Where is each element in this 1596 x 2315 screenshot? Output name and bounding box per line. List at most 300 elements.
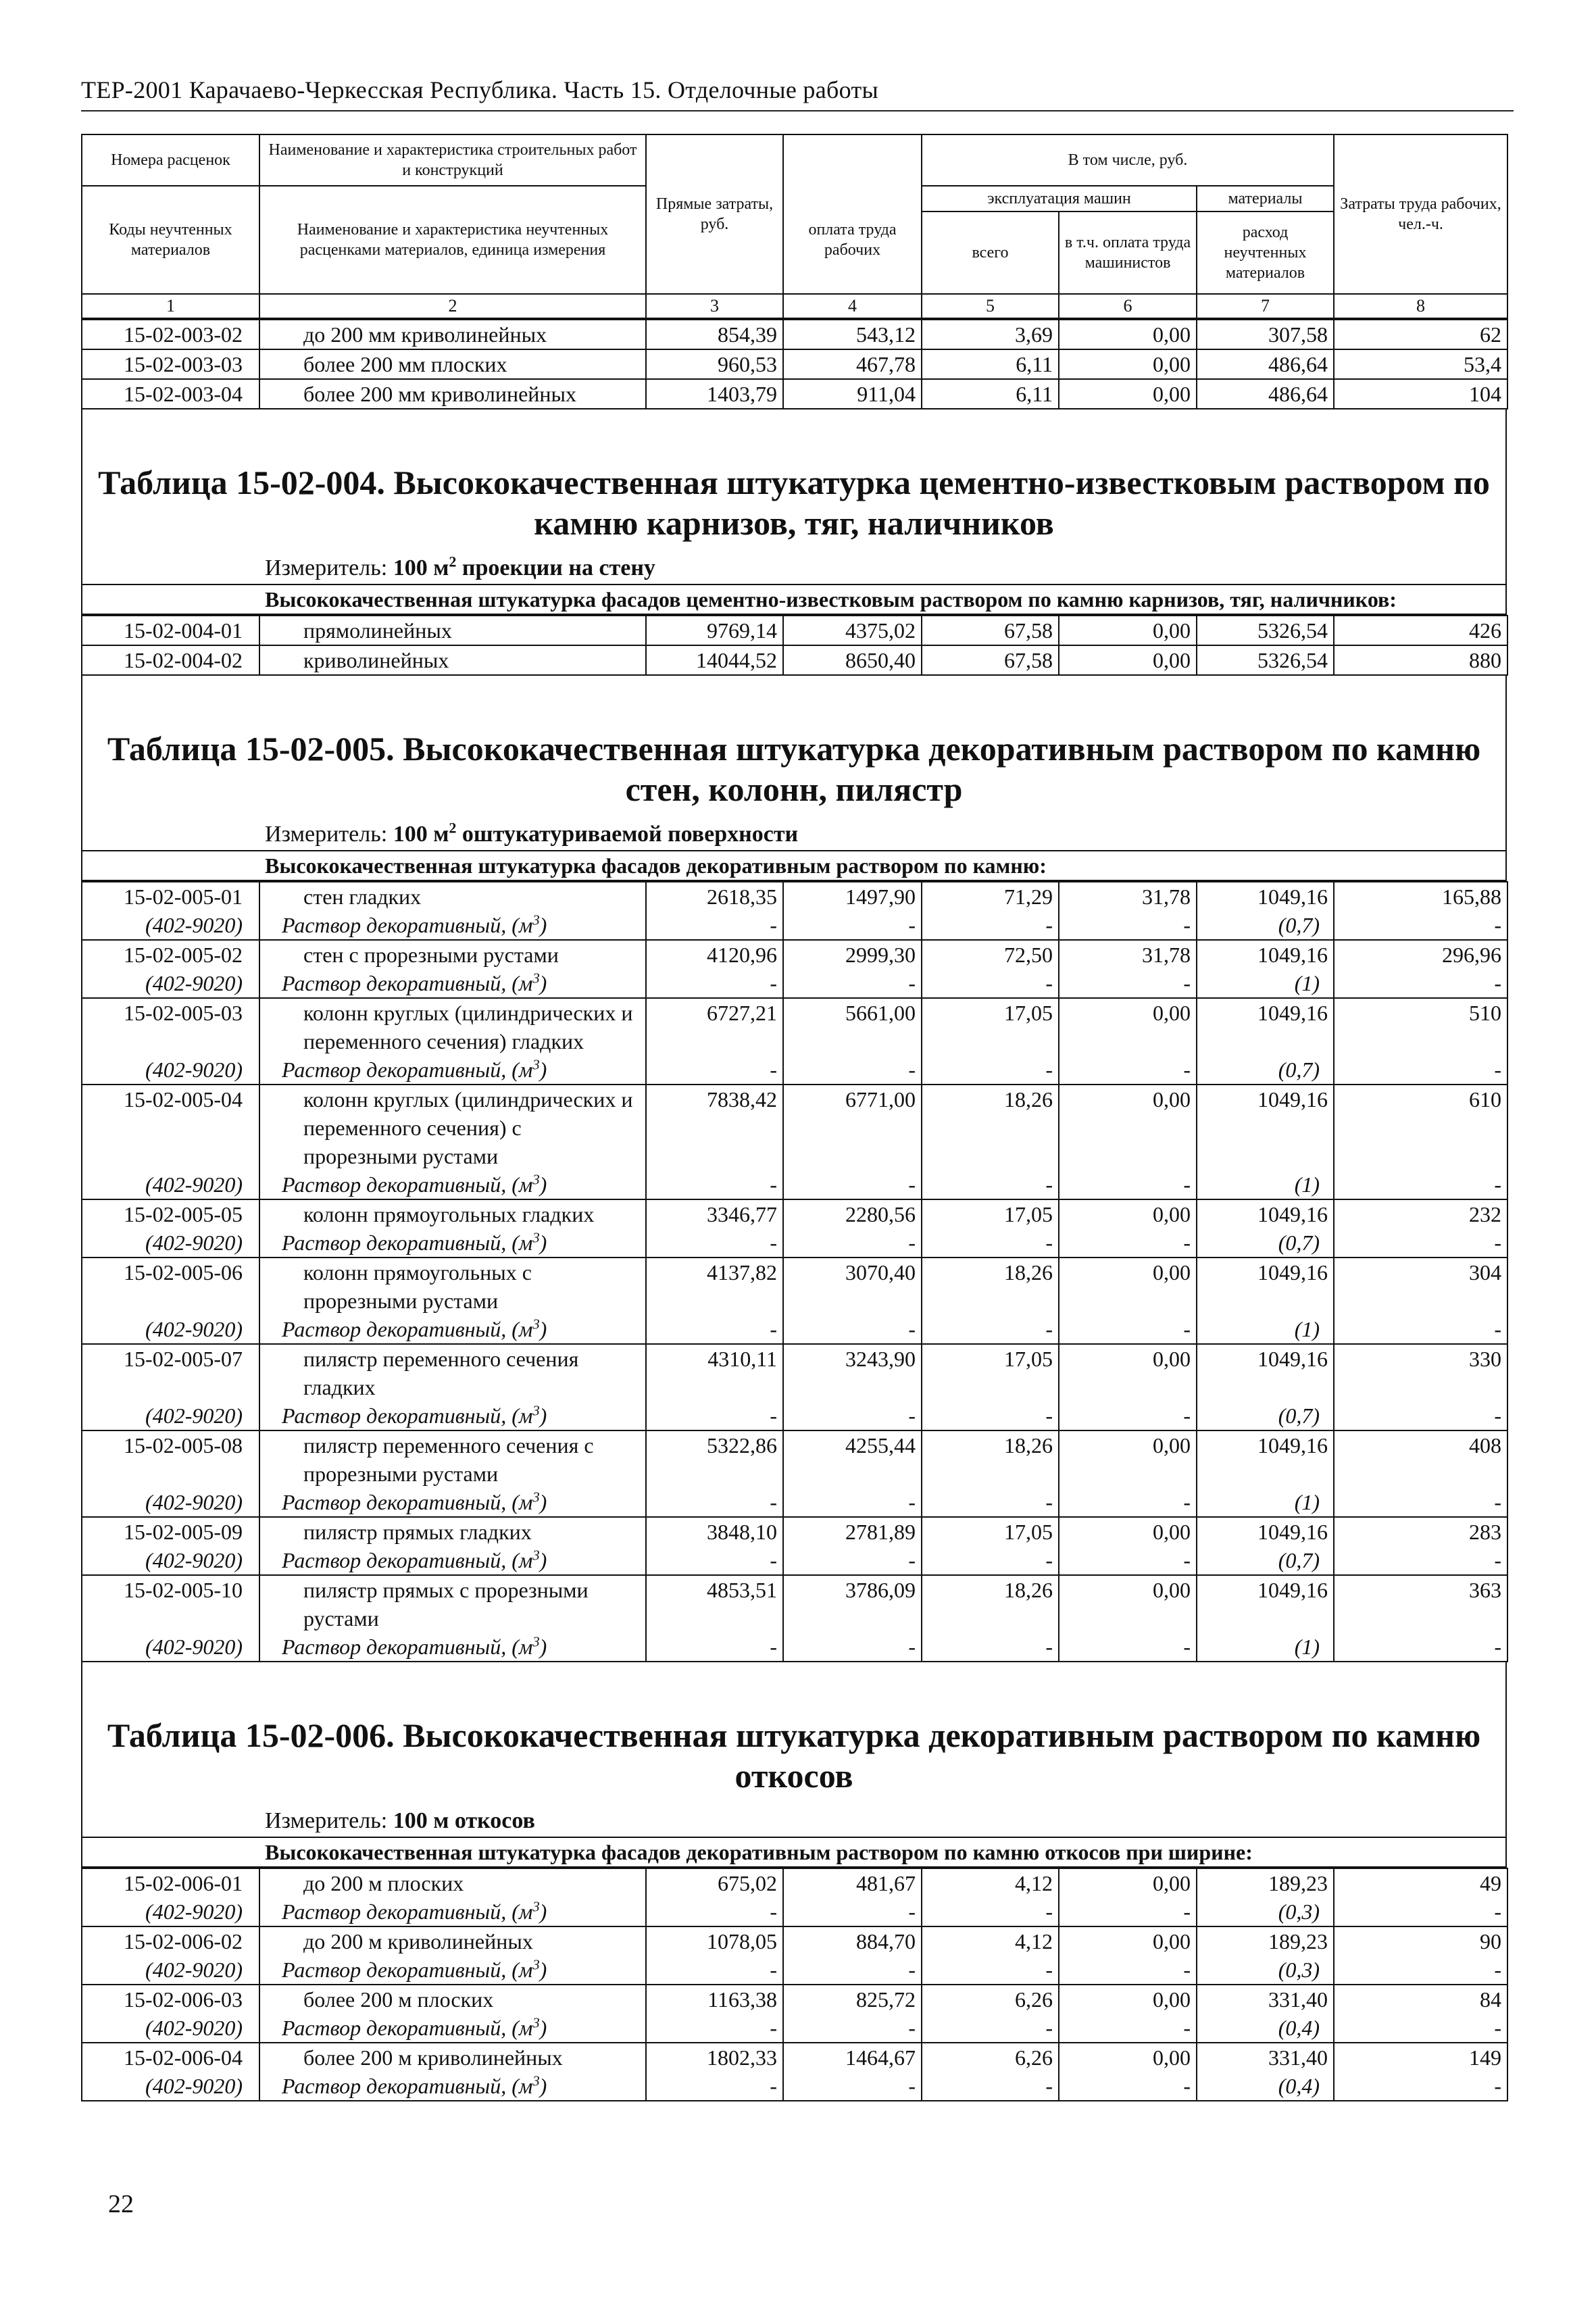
row-code: 15-02-003-04 (82, 379, 259, 409)
materials-cost: 1049,16 (1197, 940, 1334, 969)
machine-total: 67,58 (922, 616, 1059, 645)
row-code: (402-9020) (82, 1488, 259, 1517)
material-row (82, 1315, 1507, 1344)
direct-cost: - (646, 1633, 783, 1662)
labor-hours: 880 (1334, 645, 1507, 675)
table-row (82, 320, 1507, 349)
direct-cost: 4137,82 (646, 1258, 783, 1315)
materials-cost: 307,58 (1197, 320, 1334, 349)
labor-wage: 4255,44 (783, 1430, 922, 1488)
row-description: Раствор декоративный, $(м^3)$ (259, 2014, 646, 2043)
labor-hours: - (1334, 911, 1507, 940)
table-row (82, 1085, 1507, 1170)
machinist-wage: 0,00 (1059, 1085, 1197, 1170)
labor-wage: 543,12 (783, 320, 922, 349)
direct-cost: 4853,51 (646, 1575, 783, 1633)
machinist-wage: - (1059, 1956, 1197, 1985)
header-col2-bottom: Наименование и характеристика неучтенных расценками материалов, единица измерения (259, 186, 646, 294)
page-content (81, 134, 1507, 2101)
materials-cost: 486,64 (1197, 379, 1334, 409)
materials-cost: (0,7) (1197, 1228, 1334, 1258)
materials-cost: 1049,16 (1197, 882, 1334, 911)
material-row (82, 1401, 1507, 1430)
table-15-02-006-rows (81, 1868, 1508, 2101)
direct-cost: - (646, 1401, 783, 1430)
materials-cost: 1049,16 (1197, 1344, 1334, 1401)
machinist-wage: 0,00 (1059, 645, 1197, 675)
row-description: колонн круглых (цилиндрических и переменного сечения) гладких (259, 998, 646, 1055)
materials-cost: 486,64 (1197, 349, 1334, 379)
labor-wage: 1464,67 (783, 2043, 922, 2072)
column-header-table (81, 134, 1508, 319)
labor-hours: - (1334, 969, 1507, 998)
machine-total: 67,58 (922, 645, 1059, 675)
machine-total: 72,50 (922, 940, 1059, 969)
machinist-wage: 0,00 (1059, 320, 1197, 349)
machinist-wage: 0,00 (1059, 349, 1197, 379)
materials-cost: 1049,16 (1197, 1430, 1334, 1488)
labor-wage: - (783, 1055, 922, 1085)
row-description: Раствор декоративный, $(м^3)$ (259, 1546, 646, 1575)
direct-cost: 14044,52 (646, 645, 783, 675)
row-code: 15-02-003-02 (82, 320, 259, 349)
table-15-02-005 (81, 723, 1507, 881)
labor-wage: - (783, 1897, 922, 1926)
direct-cost: 854,39 (646, 320, 783, 349)
labor-hours: 304 (1334, 1258, 1507, 1315)
machine-total: 17,05 (922, 998, 1059, 1055)
table-row (82, 940, 1507, 969)
row-code: 15-02-005-09 (82, 1517, 259, 1546)
machine-total: - (922, 2014, 1059, 2043)
labor-hours: 165,88 (1334, 882, 1507, 911)
labor-wage: 6771,00 (783, 1085, 922, 1170)
direct-cost: 675,02 (646, 1868, 783, 1897)
machine-total: 17,05 (922, 1344, 1059, 1401)
row-code: (402-9020) (82, 1633, 259, 1662)
table-row (82, 1517, 1507, 1546)
labor-hours: 426 (1334, 616, 1507, 645)
machine-total: - (922, 1228, 1059, 1258)
group-heading: Высококачественная штукатурка фасадов декоративным раствором по камню откосов при ширине: (82, 1838, 1505, 1868)
labor-wage: - (783, 911, 922, 940)
row-description: стен с прорезными рустами (259, 940, 646, 969)
material-row (82, 969, 1507, 998)
direct-cost: - (646, 2072, 783, 2101)
machine-total: - (922, 1956, 1059, 1985)
direct-cost: 960,53 (646, 349, 783, 379)
materials-cost: (0,7) (1197, 1055, 1334, 1085)
direct-cost: - (646, 1897, 783, 1926)
header-col7: расход неучтенных материалов (1197, 211, 1334, 294)
direct-cost: - (646, 1488, 783, 1517)
labor-hours: 149 (1334, 2043, 1507, 2072)
machinist-wage: 0,00 (1059, 1430, 1197, 1488)
labor-wage: 3243,90 (783, 1344, 922, 1401)
row-code: (402-9020) (82, 1956, 259, 1985)
direct-cost: 7838,42 (646, 1085, 783, 1170)
row-description: более 200 мм плоских (259, 349, 646, 379)
machinist-wage: 0,00 (1059, 379, 1197, 409)
materials-cost: (1) (1197, 1315, 1334, 1344)
materials-cost: (0,3) (1197, 1956, 1334, 1985)
material-row (82, 911, 1507, 940)
labor-hours: - (1334, 1488, 1507, 1517)
material-row (82, 1055, 1507, 1085)
direct-cost: 3848,10 (646, 1517, 783, 1546)
machinist-wage: 31,78 (1059, 940, 1197, 969)
row-code: 15-02-005-03 (82, 998, 259, 1055)
row-code: (402-9020) (82, 911, 259, 940)
labor-hours: 49 (1334, 1868, 1507, 1897)
machinist-wage: 0,00 (1059, 2043, 1197, 2072)
row-description: Раствор декоративный, $(м^3)$ (259, 1170, 646, 1199)
table-15-02-004 (81, 457, 1507, 615)
labor-hours: - (1334, 1633, 1507, 1662)
row-description: пилястр переменного сечения с прорезными рустами (259, 1430, 646, 1488)
machinist-wage: - (1059, 1055, 1197, 1085)
materials-cost: (1) (1197, 969, 1334, 998)
row-description: криволинейных (259, 645, 646, 675)
row-code: 15-02-003-03 (82, 349, 259, 379)
table-row (82, 1430, 1507, 1488)
row-code: 15-02-005-02 (82, 940, 259, 969)
page-number: 22 (108, 2190, 134, 2218)
direct-cost: - (646, 969, 783, 998)
material-row (82, 1956, 1507, 1985)
machinist-wage: - (1059, 1401, 1197, 1430)
labor-hours: 363 (1334, 1575, 1507, 1633)
direct-cost: 6727,21 (646, 998, 783, 1055)
row-description: Раствор декоративный, $(м^3)$ (259, 1897, 646, 1926)
header-col8: Затраты труда рабочих, чел.-ч. (1334, 134, 1507, 294)
header-col6: в т.ч. оплата труда машинистов (1059, 211, 1197, 294)
labor-hours: 104 (1334, 379, 1507, 409)
row-code: (402-9020) (82, 1546, 259, 1575)
machine-total: 6,26 (922, 1985, 1059, 2014)
labor-hours: 90 (1334, 1926, 1507, 1956)
direct-cost: 2618,35 (646, 882, 783, 911)
machine-total: - (922, 2072, 1059, 2101)
labor-hours: 53,4 (1334, 349, 1507, 379)
direct-cost: 9769,14 (646, 616, 783, 645)
table-15-02-005-rows (81, 881, 1508, 1662)
labor-wage: - (783, 1488, 922, 1517)
materials-cost: 1049,16 (1197, 1085, 1334, 1170)
machine-total: 71,29 (922, 882, 1059, 911)
direct-cost: 1403,79 (646, 379, 783, 409)
row-description: Раствор декоративный, $(м^3)$ (259, 1228, 646, 1258)
labor-wage: 2999,30 (783, 940, 922, 969)
row-description: более 200 м криволинейных (259, 2043, 646, 2072)
row-code: 15-02-006-03 (82, 1985, 259, 2014)
machinist-wage: - (1059, 1488, 1197, 1517)
labor-wage: - (783, 1315, 922, 1344)
measure-unit: 100 $м^2$ оштукатуриваемой поверхности (393, 819, 799, 847)
machinist-wage: 0,00 (1059, 1926, 1197, 1956)
labor-hours: 232 (1334, 1199, 1507, 1228)
row-description: более 200 м плоских (259, 1985, 646, 2014)
header-col2-top: Наименование и характеристика строительных работ и конструкций (259, 134, 646, 186)
row-description: пилястр переменного сечения гладких (259, 1344, 646, 1401)
machine-total: - (922, 1401, 1059, 1430)
material-row (82, 1228, 1507, 1258)
header-machines: эксплуатация машин (922, 186, 1197, 211)
header-col4: оплата труда рабочих (783, 186, 922, 294)
machine-total: - (922, 969, 1059, 998)
labor-wage: 4375,02 (783, 616, 922, 645)
row-code: (402-9020) (82, 1401, 259, 1430)
header-col1-top: Номера расценок (82, 134, 259, 186)
materials-cost: 1049,16 (1197, 1258, 1334, 1315)
material-row (82, 1546, 1507, 1575)
header-num: 1 (82, 294, 259, 318)
materials-cost: 189,23 (1197, 1926, 1334, 1956)
materials-cost: 331,40 (1197, 1985, 1334, 2014)
labor-wage: 8650,40 (783, 645, 922, 675)
direct-cost: - (646, 1956, 783, 1985)
table-row (82, 2043, 1507, 2072)
row-code: (402-9020) (82, 2072, 259, 2101)
machinist-wage: 0,00 (1059, 998, 1197, 1055)
machine-total: 3,69 (922, 320, 1059, 349)
labor-wage: 3786,09 (783, 1575, 922, 1633)
row-description: прямолинейных (259, 616, 646, 645)
machinist-wage: - (1059, 2072, 1197, 2101)
materials-cost: 5326,54 (1197, 616, 1334, 645)
row-description: пилястр прямых гладких (259, 1517, 646, 1546)
running-head: ТЕР-2001 Карачаево-Черкесская Республика. Часть 15. Отделочные работы (81, 76, 878, 103)
row-description: Раствор декоративный, $(м^3)$ (259, 1488, 646, 1517)
group-heading: Высококачественная штукатурка фасадов цементно-известковым раствором по камню карнизов, тяг, наличников: (82, 585, 1505, 615)
machinist-wage: 0,00 (1059, 1868, 1197, 1897)
machinist-wage: - (1059, 2014, 1197, 2043)
machine-total: 18,26 (922, 1085, 1059, 1170)
labor-hours: - (1334, 2072, 1507, 2101)
direct-cost: - (646, 911, 783, 940)
row-code: 15-02-006-04 (82, 2043, 259, 2072)
row-description: колонн прямоугольных с прорезными рустами (259, 1258, 646, 1315)
labor-hours: - (1334, 1401, 1507, 1430)
table-row (82, 616, 1507, 645)
materials-cost: 1049,16 (1197, 1517, 1334, 1546)
materials-cost: 331,40 (1197, 2043, 1334, 2072)
row-code: (402-9020) (82, 1170, 259, 1199)
materials-cost: 189,23 (1197, 1868, 1334, 1897)
labor-wage: - (783, 1956, 922, 1985)
machinist-wage: - (1059, 1897, 1197, 1926)
row-code: 15-02-005-07 (82, 1344, 259, 1401)
labor-wage: - (783, 1228, 922, 1258)
material-row (82, 1488, 1507, 1517)
labor-hours: 84 (1334, 1985, 1507, 2014)
materials-cost: (0,7) (1197, 1546, 1334, 1575)
table-row (82, 1985, 1507, 2014)
materials-cost: (1) (1197, 1633, 1334, 1662)
labor-hours: - (1334, 1897, 1507, 1926)
machinist-wage: - (1059, 1633, 1197, 1662)
labor-wage: 884,70 (783, 1926, 922, 1956)
direct-cost: 1163,38 (646, 1985, 783, 2014)
row-code: 15-02-006-01 (82, 1868, 259, 1897)
machinist-wage: 0,00 (1059, 616, 1197, 645)
materials-cost: 1049,16 (1197, 998, 1334, 1055)
labor-wage: - (783, 969, 922, 998)
machinist-wage: 0,00 (1059, 1199, 1197, 1228)
direct-cost: - (646, 1170, 783, 1199)
machinist-wage: 0,00 (1059, 1517, 1197, 1546)
machine-total: 17,05 (922, 1199, 1059, 1228)
row-description: Раствор декоративный, $(м^3)$ (259, 1633, 646, 1662)
row-description: Раствор декоративный, $(м^3)$ (259, 1055, 646, 1085)
header-incl: В том числе, руб. (922, 134, 1334, 186)
labor-wage: 5661,00 (783, 998, 922, 1055)
materials-cost: 5326,54 (1197, 645, 1334, 675)
row-description: стен гладких (259, 882, 646, 911)
row-code: (402-9020) (82, 1897, 259, 1926)
labor-hours: - (1334, 1055, 1507, 1085)
labor-hours: 610 (1334, 1085, 1507, 1170)
row-description: Раствор декоративный, $(м^3)$ (259, 2072, 646, 2101)
table-row (82, 645, 1507, 675)
labor-wage: 481,67 (783, 1868, 922, 1897)
direct-cost: 4120,96 (646, 940, 783, 969)
machinist-wage: 0,00 (1059, 1344, 1197, 1401)
table-title: Таблица 15-02-005. Высококачественная штукатурка декоративным раствором по камню стен, колонн, пилястр (107, 730, 1481, 808)
labor-hours: 283 (1334, 1517, 1507, 1546)
machine-total: - (922, 1633, 1059, 1662)
header-num: 8 (1334, 294, 1507, 318)
row-description: более 200 мм криволинейных (259, 379, 646, 409)
group-heading: Высококачественная штукатурка фасадов декоративным раствором по камню: (82, 851, 1505, 881)
machinist-wage: - (1059, 969, 1197, 998)
row-code: 15-02-005-06 (82, 1258, 259, 1315)
labor-hours: - (1334, 2014, 1507, 2043)
materials-cost: 1049,16 (1197, 1199, 1334, 1228)
row-description: Раствор декоративный, $(м^3)$ (259, 969, 646, 998)
table-15-02-003-rows (81, 319, 1508, 409)
header-num: 4 (783, 294, 922, 318)
labor-hours: - (1334, 1315, 1507, 1344)
row-code: 15-02-005-05 (82, 1199, 259, 1228)
row-code: 15-02-005-01 (82, 882, 259, 911)
materials-cost: (0,3) (1197, 1897, 1334, 1926)
direct-cost: 1078,05 (646, 1926, 783, 1956)
machinist-wage: 0,00 (1059, 1985, 1197, 2014)
row-code: 15-02-005-10 (82, 1575, 259, 1633)
direct-cost: - (646, 1055, 783, 1085)
row-code: 15-02-004-02 (82, 645, 259, 675)
table-15-02-004-rows (81, 615, 1508, 676)
labor-hours: 330 (1334, 1344, 1507, 1401)
labor-hours: 296,96 (1334, 940, 1507, 969)
labor-wage: - (783, 1546, 922, 1575)
labor-hours: - (1334, 1546, 1507, 1575)
row-description: пилястр прямых с прорезными рустами (259, 1575, 646, 1633)
table-row (82, 379, 1507, 409)
machinist-wage: - (1059, 1228, 1197, 1258)
machine-total: - (922, 1315, 1059, 1344)
header-num: 2 (259, 294, 646, 318)
measure-line: Измеритель: 100 м откосов (82, 1806, 1505, 1838)
material-row (82, 1633, 1507, 1662)
machine-total: 17,05 (922, 1517, 1059, 1546)
machine-total: 6,11 (922, 349, 1059, 379)
header-num: 3 (646, 294, 783, 318)
header-rule (81, 110, 1514, 111)
row-code: (402-9020) (82, 1315, 259, 1344)
row-description: до 200 м криволинейных (259, 1926, 646, 1956)
direct-cost: - (646, 1315, 783, 1344)
row-description: Раствор декоративный, $(м^3)$ (259, 911, 646, 940)
table-title: Таблица 15-02-004. Высококачественная штукатурка цементно-известковым раствором по камню карнизов, тяг, наличников (98, 464, 1490, 542)
labor-wage: 825,72 (783, 1985, 922, 2014)
row-code: (402-9020) (82, 1055, 259, 1085)
table-row (82, 1344, 1507, 1401)
row-code: 15-02-004-01 (82, 616, 259, 645)
row-code: 15-02-006-02 (82, 1926, 259, 1956)
labor-wage: 3070,40 (783, 1258, 922, 1315)
machinist-wage: - (1059, 1170, 1197, 1199)
labor-wage: - (783, 1170, 922, 1199)
table-row (82, 349, 1507, 379)
direct-cost: 5322,86 (646, 1430, 783, 1488)
measure-unit: 100 м откосов (393, 1808, 535, 1833)
labor-wage: - (783, 1633, 922, 1662)
row-description: Раствор декоративный, $(м^3)$ (259, 1315, 646, 1344)
machine-total: - (922, 1055, 1059, 1085)
machine-total: 6,26 (922, 2043, 1059, 2072)
header-num: 5 (922, 294, 1059, 318)
material-row (82, 1170, 1507, 1199)
table-title: Таблица 15-02-006. Высококачественная штукатурка декоративным раствором по камню откосов (107, 1716, 1481, 1795)
row-code: (402-9020) (82, 969, 259, 998)
machine-total: 4,12 (922, 1926, 1059, 1956)
material-row (82, 2014, 1507, 2043)
row-code: (402-9020) (82, 1228, 259, 1258)
labor-wage: 2280,56 (783, 1199, 922, 1228)
measure-line: Измеритель: 100 $м^2$ оштукатуриваемой поверхности (82, 819, 1505, 851)
labor-hours: - (1334, 1170, 1507, 1199)
materials-cost: (0,4) (1197, 2072, 1334, 2101)
materials-cost: (0,7) (1197, 1401, 1334, 1430)
machine-total: - (922, 1546, 1059, 1575)
direct-cost: - (646, 2014, 783, 2043)
machine-total: - (922, 911, 1059, 940)
machinist-wage: 31,78 (1059, 882, 1197, 911)
labor-wage: 2781,89 (783, 1517, 922, 1546)
row-description: колонн прямоугольных гладких (259, 1199, 646, 1228)
table-row (82, 1575, 1507, 1633)
materials-cost: 1049,16 (1197, 1575, 1334, 1633)
direct-cost: 1802,33 (646, 2043, 783, 2072)
header-col5: всего (922, 211, 1059, 294)
material-row (82, 1897, 1507, 1926)
direct-cost: 3346,77 (646, 1199, 783, 1228)
measure-line: Измеритель: 100 $м^2$ проекции на стену (82, 553, 1505, 585)
table-row (82, 1926, 1507, 1956)
table-row (82, 882, 1507, 911)
header-col3: Прямые затраты, руб. (646, 134, 783, 294)
table-15-02-006 (81, 1710, 1507, 1868)
table-row (82, 998, 1507, 1055)
row-code: 15-02-005-04 (82, 1085, 259, 1170)
header-materials: материалы (1197, 186, 1334, 211)
row-description: до 200 мм криволинейных (259, 320, 646, 349)
labor-wage: - (783, 1401, 922, 1430)
labor-hours: - (1334, 1228, 1507, 1258)
machine-total: 18,26 (922, 1430, 1059, 1488)
